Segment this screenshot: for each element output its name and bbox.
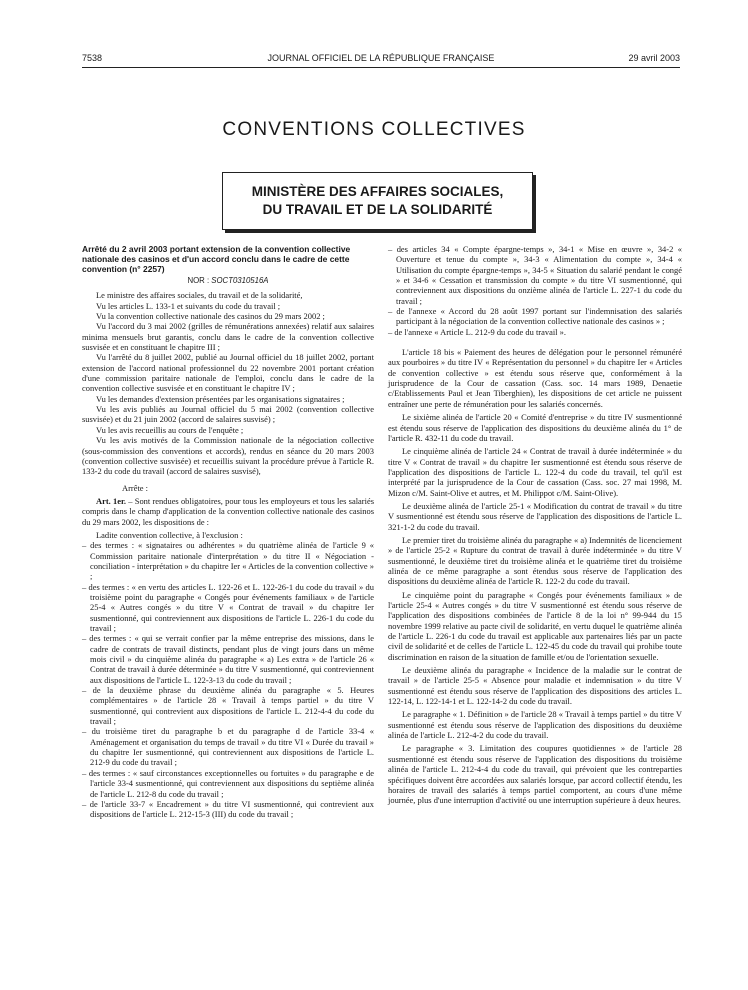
visa-paragraph: Vu les demandes d'extension présentées par les organisations signataires ; <box>96 393 345 404</box>
exclusion-item: – de l'article 33-7 « Encadrement » du titre VI susmentionné, qui contrevient aux dispositions de l'article L. 212-15-3 (III) du code du travail ; <box>82 798 374 820</box>
exclusion-item: – de l'annexe « Article L. 212-9 du code du travail ». <box>388 326 566 337</box>
visa-paragraph: Vu les avis publiés au Journal officiel du 5 mai 2002 (convention collective susvisée) et du 21 juin 2002 (accord de salaires susvisé) ; <box>82 404 374 425</box>
issue-date: 29 avril 2003 <box>628 53 680 63</box>
extension-paragraph: Le cinquième alinéa de l'article 24 « Contrat de travail à durée indéterminée » du titre V « Contrat de travail » du chapitre Ier susmentionné est étendu sous réserve de l'application des dispositions de l'article L. 122-4 du code du travail, tel qu'il est interprété par la jurisprudence de la Cour de cassation (Cass. soc. 27 mai 1998, M. Mizon c/M. Saint-Olive et autres, et M. Philippot c/M. Saint-Olive). <box>388 446 682 498</box>
article-1-text: – Sont rendues obligatoires, pour tous les employeurs et tous les salariés compris dans le champ d'application de la convention collective nationale des casinos du 29 mars 2002, les dispositions de : <box>82 495 374 527</box>
ministry-line-2: DU TRAVAIL ET DE LA SOLIDARITÉ <box>262 202 493 217</box>
running-header <box>82 53 680 67</box>
ministry-line-1: MINISTÈRE DES AFFAIRES SOCIALES, <box>251 184 504 199</box>
arrete-title: Arrêté du 2 avril 2003 portant extension de la convention collective nationale des casinos et d'un accord conclu dans le cadre de cette convention (n° 2257) <box>82 244 351 274</box>
section-title: CONVENTIONS COLLECTIVES <box>222 119 526 140</box>
exclusion-item: – des termes : « qui se verrait confier par la même entreprise des missions, dans le cadre de contrats de travail distincts, pendant plus de vingt jours dans un même mois civil » du cinquième alinéa du paragraphe « a) Les extra » de l'article 26 « Contrat de travail à durée déterminée » du titre V susmentionné, qui contreviennent aux dispositions de l'article L. 122-3-13 du code du travail ; <box>82 633 374 685</box>
ministry-box <box>222 172 533 230</box>
nor-label: NOR : <box>187 276 212 285</box>
arrete-word: Arrête : <box>122 482 149 493</box>
extension-paragraph: Le sixième alinéa de l'article 20 « Comité d'entreprise » du titre IV susmentionné est étendu sous réserve de l'application des dispositions du deuxième alinéa du 1° de l'article R. 432-11 du code du travail. <box>388 412 682 443</box>
visa-paragraph: Vu l'arrêté du 8 juillet 2002, publié au Journal officiel du 18 juillet 2002, portant extension de l'accord national professionnel du 22 novembre 2001 portant création d'une commission paritaire nationale de l'emploi, conclu dans le cadre de la convention collective susvisée et en constituant le chapitre IV ; <box>82 352 374 394</box>
visa-paragraph: Vu les avis recueillis au cours de l'enquête ; <box>96 424 244 435</box>
extension-paragraph: Le paragraphe « 3. Limitation des coupures quotidiennes » de l'article 28 susmentionné est étendu sous réserve de l'application des dispositions du troisième alinéa de l'article L. 212-4-4 du code du travail, qui prévoient que les contreparties spécifiques doivent être accordées aux salariés lorsque, par accord collectif étendu, les horaires de travail des salariés à temps partiel comportent, au cours d'une même journée, plus d'une interruption d'activité ou une interruption supérieure à deux heures. <box>388 743 682 806</box>
article-1-label: Art. 1er. <box>96 495 127 506</box>
page-number: 7538 <box>82 53 103 63</box>
extension-paragraph: L'article 18 bis « Paiement des heures de délégation pour le personnel rémunéré aux pourboires » du titre IV « Représentation du personnel » du chapitre Ier « Articles de convention collective » est étendu sous réserve que, conformément à la jurisprudence de la Cour de cassation (Cass. soc. 14 mars 1989, Denaetie c/Etablissements Paul et Jean Tiberghien), les dispositions de cet article ne puissent entraîner une perte de rémunération pour les salariés concernés. <box>388 347 682 409</box>
nor-value: SOCT0310516A <box>211 276 269 285</box>
header-rule <box>82 67 680 68</box>
exclusion-item: – des articles 34 « Compte épargne-temps », 34-1 « Mise en œuvre », 34-2 « Ouverture et tenue du compte », 34-3 « Alimentation du compte », 34-4 « Utilisation du compte épargne-temps », 34-5 « Situation du salarié pendant le congé » et 34-6 « Cessation et transmission du compte » du titre VI susmentionné, qui contreviennent aux dispositions du onzième alinéa de l'article L. 227-1 du code du travail ; <box>388 244 682 306</box>
exclusion-intro: Ladite convention collective, à l'exclusion : <box>96 529 243 540</box>
extension-paragraph: Le deuxième alinéa de l'article 25-1 « Modification du contrat de travail » du titre V susmentionné est étendu sous réserve de l'application des dispositions de l'article L. 321-1-2 du code du travail. <box>388 500 682 532</box>
visa-paragraph: Vu la convention collective nationale des casinos du 29 mars 2002 ; <box>96 311 325 322</box>
paragraphs-right <box>388 347 682 805</box>
article-1 <box>82 496 374 527</box>
exclusions-left <box>82 540 374 819</box>
right-column <box>388 244 682 806</box>
visa-paragraph: Le ministre des affaires sociales, du travail et de la solidarité, <box>96 290 303 301</box>
exclusions-right <box>388 244 682 337</box>
extension-paragraph: Le paragraphe « 1. Définition » de l'article 28 « Travail à temps partiel » du titre V susmentionné est étendu sous réserve de l'application des dispositions du deuxième alinéa de l'article L. 212-4-2 du code du travail. <box>388 709 682 741</box>
visa-paragraph: Vu les avis motivés de la Commission nationale de la négociation collective (sous-commission des conventions et accords), rendus en séance du 20 mars 2003 (convention collective susvisée) et recueillis suivant la procédure prévue à l'article R. 133-2 du code du travail (accord de salaires susvisé), <box>82 435 374 477</box>
exclusion-item: – des termes : « sauf circonstances exceptionnelles ou fortuites » du paragraphe e de l'article 33-4 susmentionné, qui contreviennent aux dispositions du septième alinéa de l'article L. 212-8 du code du travail ; <box>82 767 374 799</box>
nor-line <box>82 276 374 286</box>
visa-paragraph: Vu l'accord du 3 mai 2002 (grilles de rémunérations annexées) relatif aux salaires minima mensuels brut garantis, conclu dans le cadre de la convention collective susvisée et en constituant le chapitre III ; <box>82 321 374 353</box>
extension-paragraph: Le deuxième alinéa du paragraphe « Incidence de la maladie sur le contrat de travail » de l'article 25-5 « Absence pour maladie et indemnisation » du titre V susmentionné est étendu sous réserve de l'application des dispositions des articles L. 122-14, L. 122-14-1 et L. 122-14-2 du code du travail. <box>388 665 682 707</box>
journal-title: JOURNAL OFFICIEL DE LA RÉPUBLIQUE FRANÇAISE <box>267 53 495 63</box>
exclusion-item: – de la deuxième phrase du deuxième alinéa du paragraphe « 5. Heures complémentaires » de l'article 28 « Travail à temps partiel » du titre V susmentionné, qui contrevient aux dispositions de l'article L. 212-4-4 du code du travail ; <box>82 685 374 727</box>
visa-paragraph: Vu les articles L. 133-1 et suivants du code du travail ; <box>96 300 281 311</box>
exclusion-item: – des termes : « signataires ou adhérentes » du quatrième alinéa de l'article 9 « Commission paritaire nationale d'interprétation » du titre II « Négociation - conciliation - interprétation » du chapitre Ier « Articles de la convention collective » ; <box>82 540 374 582</box>
extension-paragraph: Le cinquième point du paragraphe « Congés pour événements familiaux » de l'article 25-4 « Autres congés » du titre V susmentionné est étendu sous réserve de l'application des dispositions combinées de l'article 8 de la loi n° 99-944 du 15 novembre 1999 relative au pacte civil de solidarité, en vertu duquel le quatrième alinéa de l'article L. 226-1 du code du travail est applicable aux partenaires liés par un pacte civil de solidarité et de celles de l'article L. 122-45 du code du travail qui prohibe toute discrimination en raison de la situation de famille et/ou de l'orientation sexuelle. <box>388 589 682 662</box>
exclusion-item: – du troisième tiret du paragraphe b et du paragraphe d de l'article 33-4 « Aménagement et organisation du temps de travail » du titre VI « Durée du travail » du chapitre Ier susmentionné, qui contreviennent aux dispositions de l'article L. 212-9 du code du travail ; <box>82 726 374 768</box>
extension-paragraph: Le premier tiret du troisième alinéa du paragraphe « a) Indemnités de licenciement » de l'article 25-2 « Rupture du contrat de travail à durée indéterminée » du titre V susmentionné, le deuxième tiret du troisième alinéa et le quatrième tiret du troisième alinéa de ce même paragraphe a sont étendus sous réserve de l'application des dispositions du deuxième alinéa de l'article R. 122-2 du code du travail. <box>388 534 682 587</box>
exclusion-item: – de l'annexe « Accord du 28 août 1997 portant sur l'indemnisation des salariés participant à la négociation de la convention collective nationale des casinos » ; <box>388 306 682 327</box>
left-column <box>82 244 374 820</box>
exclusion-item: – des termes : « en vertu des articles L. 122-26 et L. 122-26-1 du code du travail » du troisième point du paragraphe « Congés pour événements familiaux » de l'article 25-4 « Autres congés » du titre V « Contrat de travail » du chapitre Ier susmentionné, qui contreviennent aux dispositions de l'article L. 226-1 du code du travail ; <box>82 581 374 633</box>
visa-list <box>82 290 374 476</box>
